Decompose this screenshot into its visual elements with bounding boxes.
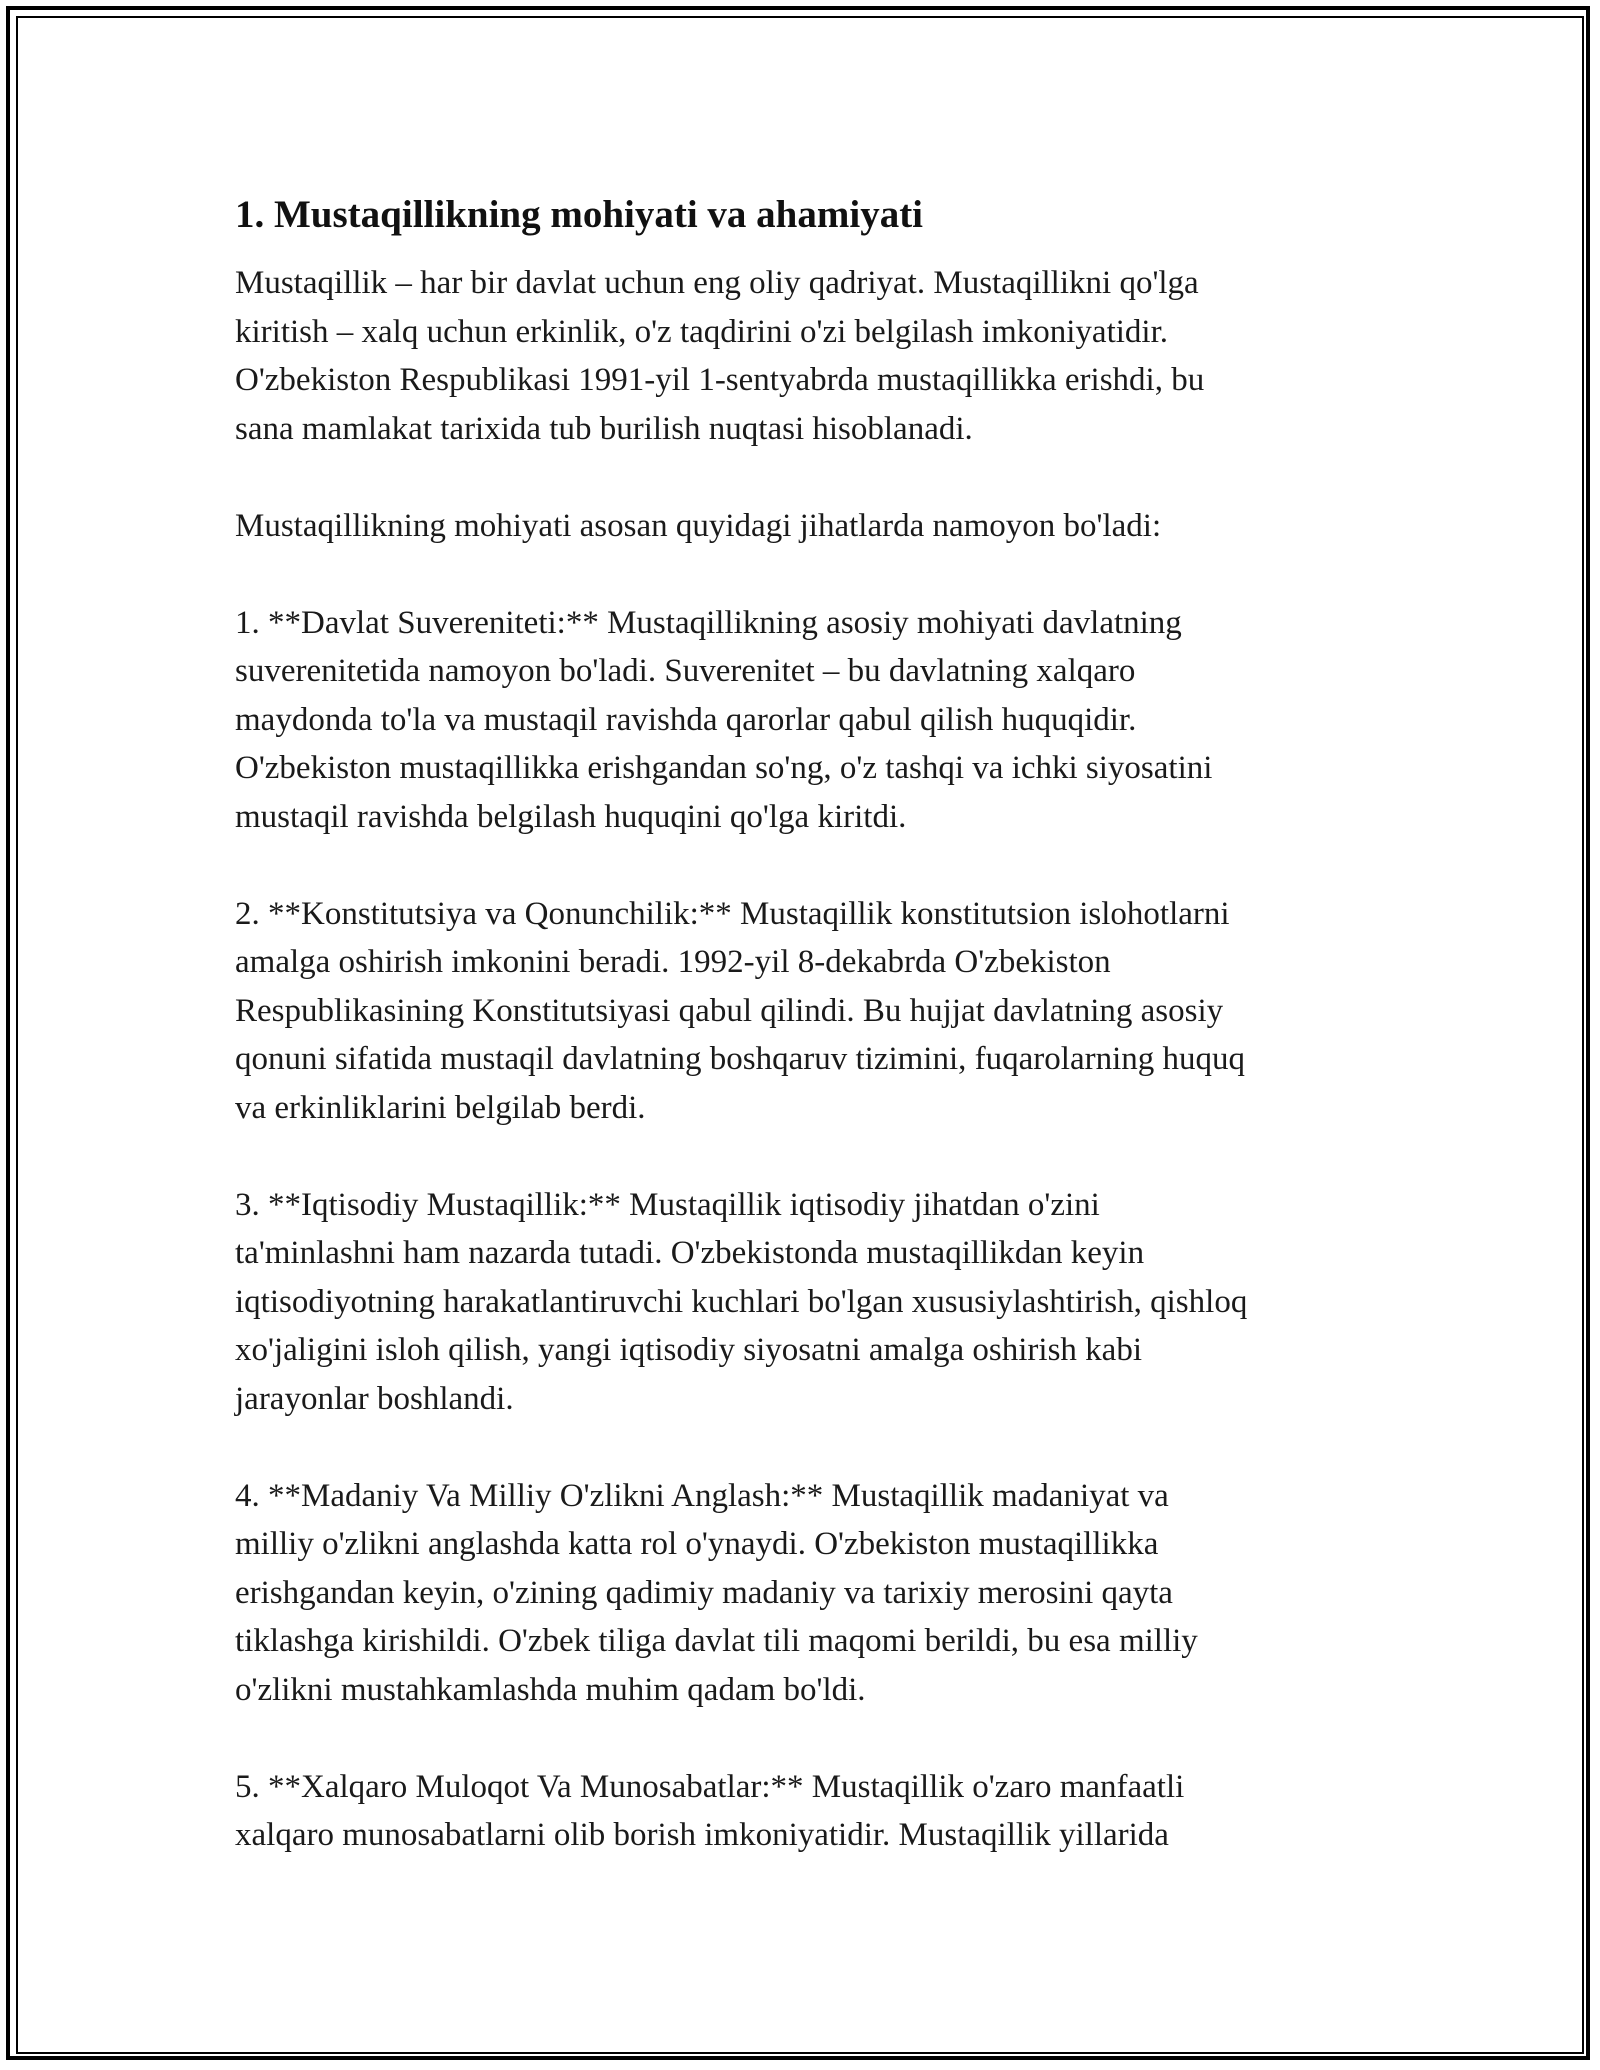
paragraph-spacer	[235, 1132, 1375, 1181]
paragraph-spacer	[235, 550, 1375, 599]
intro-paragraph: Mustaqillik – har bir davlat uchun eng oliy qadriyat. Mustaqillikni qo'lga kiritish – xalq uchun erkinlik, o'z taqdirini o'zi belgilash imkoniyatidir. O'zbekiston Respublikasi 1991-yil 1-sentyabrda mustaqillikka erishdi, bu sana mamlakat tarixida tub burilish nuqtasi hisoblanadi.	[235, 265, 1205, 447]
paragraph-spacer	[235, 1423, 1375, 1472]
paragraph-spacer	[235, 841, 1375, 890]
document-body	[235, 187, 1375, 1860]
paragraph-spacer	[235, 1714, 1375, 1763]
list-intro-paragraph: Mustaqillikning mohiyati asosan quyidagi jihatlarda namoyon bo'ladi:	[235, 507, 1162, 544]
point-3-economy: 3. **Iqtisodiy Mustaqillik:** Mustaqillik iqtisodiy jihatdan o'zini ta'minlashni ham nazarda tutadi. O'zbekistonda mustaqillikdan keyin iqtisodiyotning harakatlantiruvchi kuchlari bo'lgan xususiylashtirish, qishloq xo'jaligini isloh qilish, yangi iqtisodiy siyosatni amalga oshirish kabi jarayonlar boshlandi.	[235, 1186, 1248, 1417]
point-4-culture: 4. **Madaniy Va Milliy O'zlikni Anglash:** Mustaqillik madaniyat va milliy o'zlikni anglashda katta rol o'ynaydi. O'zbekiston mustaqillikka erishgandan keyin, o'zining qadimiy madaniy va tarixiy merosini qayta tiklashga kirishildi. O'zbek tiliga davlat tili maqomi berildi, bu esa milliy o'zlikni mustahkamlashda muhim qadam bo'ldi.	[235, 1477, 1198, 1708]
point-1-sovereignty: 1. **Davlat Suvereniteti:** Mustaqillikning asosiy mohiyati davlatning suverenitetida namoyon bo'ladi. Suverenitet – bu davlatning xalqaro maydonda to'la va mustaqil ravishda qarorlar qabul qilish huquqidir. O'zbekiston mustaqillikka erishgandan so'ng, o'z tashqi va ichki siyosatini mustaqil ravishda belgilash huquqini qo'lga kiritdi.	[235, 604, 1213, 835]
section-heading: 1. Mustaqillikning mohiyati va ahamiyati	[235, 193, 924, 236]
point-2-constitution: 2. **Konstitutsiya va Qonunchilik:** Mustaqillik konstitutsion islohotlarni amalga oshirish imkonini beradi. 1992-yil 8-dekabrda O'zbekiston Respublikasining Konstitutsiyasi qabul qilindi. Bu hujjat davlatning asosiy qonuni sifatida mustaqil davlatning boshqaruv tizimini, fuqarolarning huquq va erkinliklarini belgilab berdi.	[235, 895, 1245, 1126]
point-5-international: 5. **Xalqaro Muloqot Va Munosabatlar:** Mustaqillik o'zaro manfaatli xalqaro munosabatlarni olib borish imkoniyatidir. Mustaqillik yillarida	[235, 1768, 1185, 1853]
paragraph-spacer	[235, 453, 1375, 502]
